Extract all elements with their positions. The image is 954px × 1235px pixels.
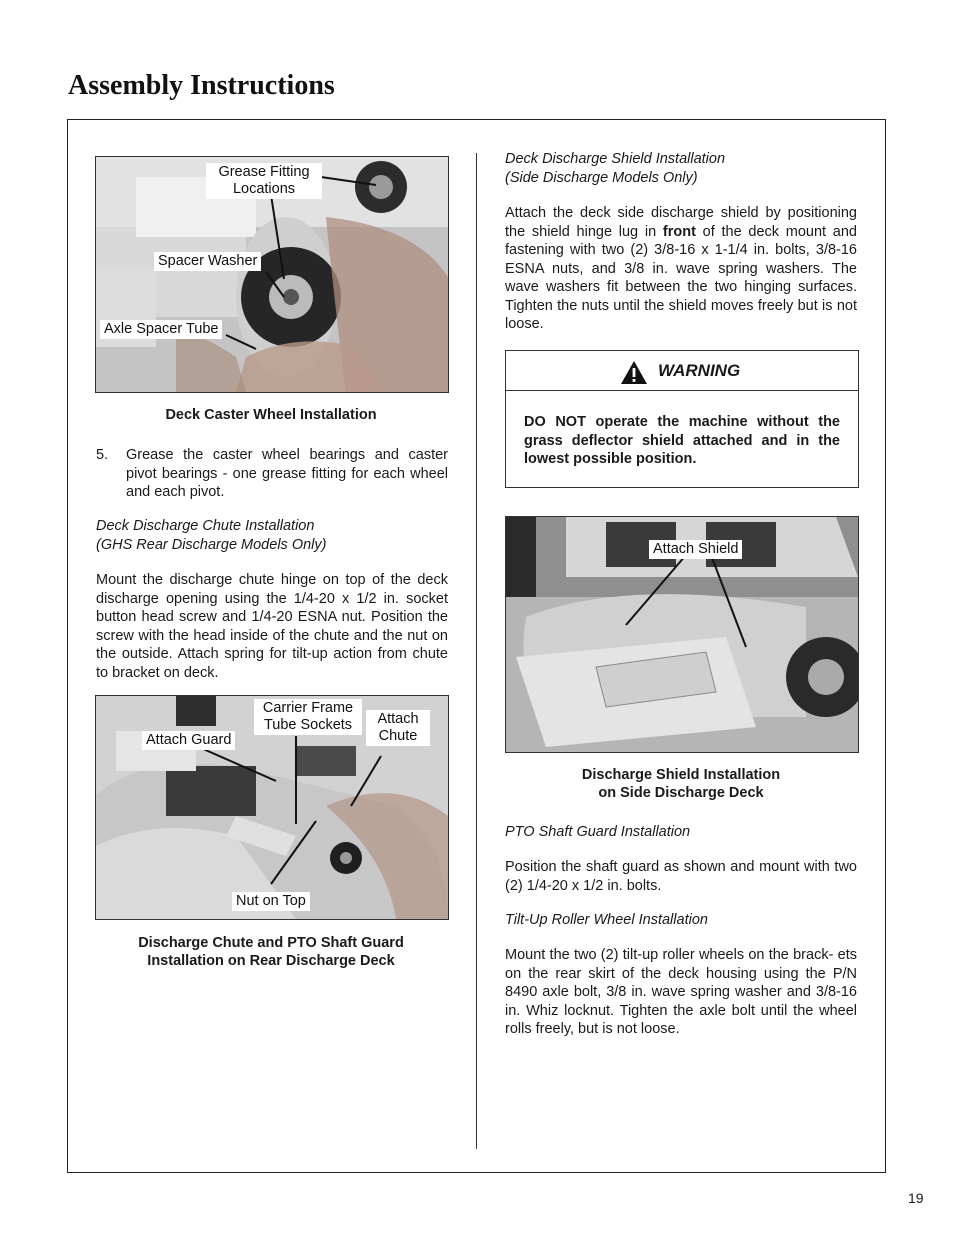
figure1-caption: Deck Caster Wheel Installation [165, 407, 377, 423]
tiltup-section-body: Mount the two (2) tilt-up roller wheels on the brack- ets on the rear skirt of the deck housing using the P/N 8490 axle bolt, 3/8 in. wave spring washer and 3/8-16 in. Whiz locknut. Tighten the axle bolt until the wheel rolls freely, but is not loose. [505, 947, 857, 1037]
shield-body-bold: front [662, 223, 696, 240]
warning-header [506, 351, 858, 391]
chute-section-heading: Deck Discharge Chute Installation (GHS Rear Discharge Models Only) [96, 518, 327, 553]
warning-box [505, 350, 859, 488]
chute-section-body: Mount the discharge chute hinge on top of the deck discharge opening using the 1/4-20 x 1/2 in. socket button head screw and 1/4-20 ESNA nut. Position the screw with the head inside of the chute and the nut on the outside. Attach spring for tilt-up action from chute to bracket on deck. [96, 572, 448, 681]
shield-body-part2: of the deck mount and fastening with two (2) 3/8-16 x 1-1/4 in. bolts, 3/8-16 ESNA nuts, and 3/8 in. wave spring washers. The wave washers fit between the two hinging surfaces. Tighten the nuts until the shield moves freely but is not loose. [505, 223, 857, 332]
axle-spacer-tube-label: Axle Spacer Tube [100, 320, 222, 339]
step5-text: Grease the caster wheel bearings and caster pivot bearings - one grease fitting for each wheel and each pivot. [126, 447, 448, 500]
grease-fitting-label: Grease Fitting Locations [206, 163, 322, 199]
page-title: Assembly Instructions [68, 70, 335, 101]
page-number: 19 [908, 1190, 924, 1206]
pto-section-heading: PTO Shaft Guard Installation [505, 824, 691, 840]
column-divider [476, 153, 477, 1149]
spacer-washer-label: Spacer Washer [154, 252, 261, 271]
attach-shield-label: Attach Shield [649, 540, 742, 559]
caster-wheel-photo [95, 156, 449, 393]
carrier-frame-label: Carrier Frame Tube Sockets [254, 699, 362, 735]
discharge-chute-photo [95, 695, 449, 920]
attach-chute-label: Attach Chute [366, 710, 430, 746]
pto-section-body: Position the shaft guard as shown and mount with two (2) 1/4-20 x 1/2 in. bolts. [505, 859, 857, 894]
shield-body-part1: Attach the deck side discharge shield by positioning the shield hinge lug in [505, 205, 857, 240]
warning-text: DO NOT operate the machine without the grass deflector shield attached and in the lowest possible position. [524, 414, 840, 467]
shield-section-heading: Deck Discharge Shield Installation (Side Discharge Models Only) [505, 151, 726, 186]
step-number: 5. [96, 447, 109, 463]
warning-triangle-icon [620, 360, 648, 385]
shield-section-body [505, 204, 857, 334]
attach-guard-label: Attach Guard [142, 731, 235, 750]
warning-title: WARNING [658, 361, 741, 380]
figure2-caption: Discharge Chute and PTO Shaft Guard Installation on Rear Discharge Deck [138, 935, 404, 969]
tiltup-section-heading: Tilt-Up Roller Wheel Installation [505, 912, 708, 928]
nut-on-top-label: Nut on Top [232, 892, 310, 911]
discharge-shield-photo [505, 516, 859, 753]
figure3-caption: Discharge Shield Installation on Side Discharge Deck [581, 767, 781, 801]
